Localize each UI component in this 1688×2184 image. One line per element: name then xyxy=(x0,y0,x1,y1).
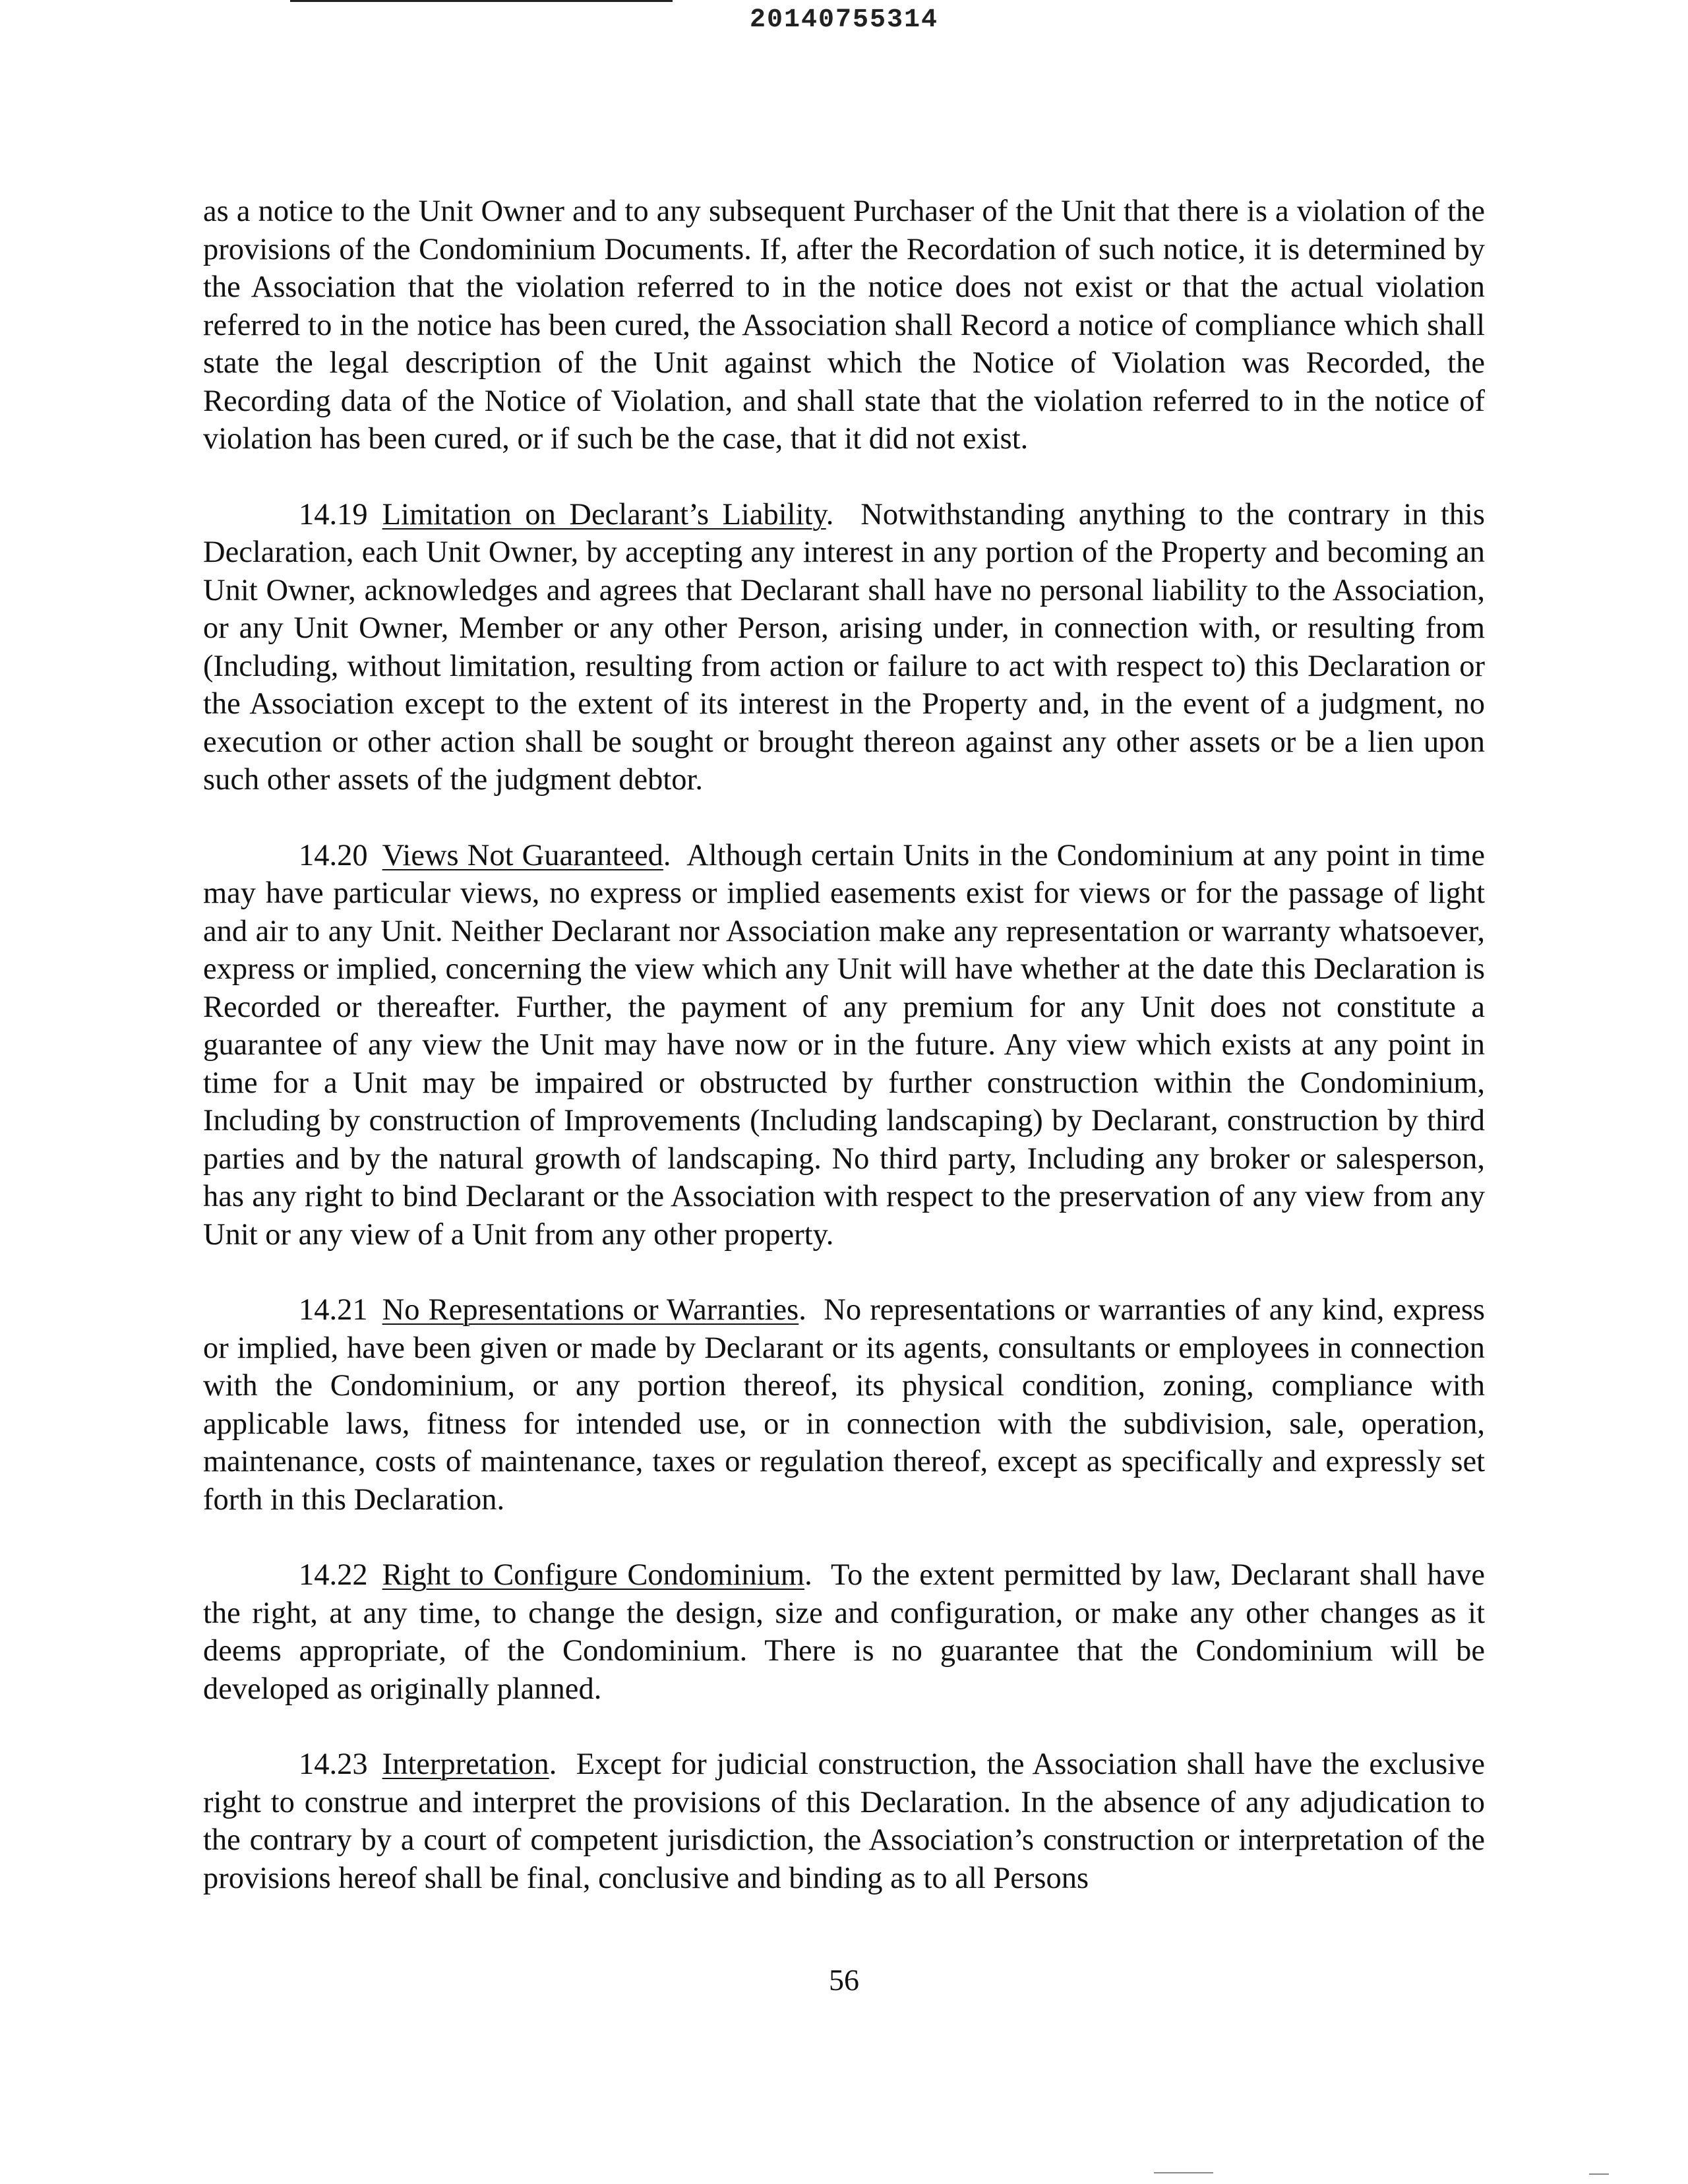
scan-speck xyxy=(1589,2173,1609,2175)
section-number: 14.23 xyxy=(299,1747,368,1781)
paragraph-text: To the extent permitted by law, Declarant shall have the right, at any time, to change the design, size and configuration, or make any other changes as it deems appropriate, of the Condominium. There is no guarantee that the Condominium will be developed as originally planned. xyxy=(203,1558,1485,1706)
paragraph-text: No representations or warranties of any kind, express or implied, have been given or made by Declarant or its agents, consultants or employees in connection with the Condominium, or any portion thereof, its physical condition, zoning, compliance with applicable laws, fitness for intended use, or in connection with the subdivision, sale, operation, maintenance, costs of maintenance, taxes or regulation thereof, except as specifically and expressly set forth in this Declaration. xyxy=(203,1293,1486,1517)
paragraph-text: Although certain Units in the Condominium at any point in time may have particular views, no express or implied easements exist for views or for the passage of light and air to any Unit. Neither Declarant nor Association make any representation or warranty whatsoever, express or implied, concerning the view which any Unit will have whether at the date this Declaration is Recorded or thereafter. Further, the payment of any premium for any Unit does not constitute a guarantee of any view the Unit may have now or in the future. Any view which exists at any point in time for a Unit may be impaired or obstructed by further construction within the Condominium, Including by construction of Improvements (Including landscaping) by Declarant, construction by third parties and by the natural growth of landscaping. No third party, Including any broker or salesperson, has any right to bind Declarant or the Association with respect to the preservation of any view from any Unit or any view of a Unit from any other property. xyxy=(203,838,1485,1252)
section-14-22 xyxy=(203,1556,1485,1708)
heading-period: . xyxy=(804,1558,812,1592)
section-heading: Interpretation xyxy=(382,1747,549,1781)
section-14-20 xyxy=(203,837,1485,1254)
paragraph-continuation xyxy=(203,193,1485,458)
document-number: 20140755314 xyxy=(749,5,939,35)
heading-period: . xyxy=(799,1293,806,1327)
section-number: 14.22 xyxy=(299,1558,368,1592)
section-14-19 xyxy=(203,496,1485,799)
scan-speck xyxy=(1154,2172,1213,2173)
paragraph-text: Except for judicial construction, the Association shall have the exclusive right to construe and interpret the provisions of this Declaration. In the absence of any adjudication to the contrary by a court of competent jurisdiction, the Association’s construction or interpretation of the provisions hereof shall be final, conclusive and binding as to all Persons xyxy=(203,1747,1486,1895)
section-number: 14.20 xyxy=(299,838,368,872)
section-number: 14.19 xyxy=(299,497,368,531)
section-heading: No Representations or Warranties xyxy=(382,1293,799,1327)
section-14-21 xyxy=(203,1291,1485,1519)
header-rule xyxy=(290,0,673,2)
heading-period: . xyxy=(549,1747,557,1781)
heading-period: . xyxy=(826,497,834,531)
section-heading: Right to Configure Condominium xyxy=(382,1558,805,1592)
page-number: 56 xyxy=(829,1963,859,1997)
section-number: 14.21 xyxy=(299,1293,368,1327)
section-14-23 xyxy=(203,1745,1485,1897)
heading-period: . xyxy=(663,838,671,872)
section-heading: Views Not Guaranteed xyxy=(382,838,663,872)
paragraph-text: Notwithstanding anything to the contrary in this Declaration, each Unit Owner, by accepting any interest in any portion of the Property and becoming an Unit Owner, acknowledges and agrees that Declarant shall have no personal liability to the Association, or any Unit Owner, Member or any other Person, arising under, in connection with, or resulting from (Including, without limitation, resulting from action or failure to act with respect to) this Declaration or the Association except to the extent of its interest in the Property and, in the event of a judgment, no execution or other action shall be sought or brought thereon against any other assets or be a lien upon such other assets of the judgment debtor. xyxy=(203,497,1486,797)
section-heading: Limitation on Declarant’s Liability xyxy=(382,497,826,531)
paragraph-text: as a notice to the Unit Owner and to any subsequent Purchaser of the Unit that there is a violation of the provisions of the Condominium Documents. If, after the Recordation of such notice, it is determined by the Association that the violation referred to in the notice does not exist or that the actual violation referred to in the notice has been cured, the Association shall Record a notice of compliance which shall state the legal description of the Unit against which the Notice of Violation was Recorded, the Recording data of the Notice of Violation, and shall state that the violation referred to in the notice of violation has been cured, or if such be the case, that it did not exist. xyxy=(203,195,1485,456)
document-body xyxy=(203,193,1485,1935)
